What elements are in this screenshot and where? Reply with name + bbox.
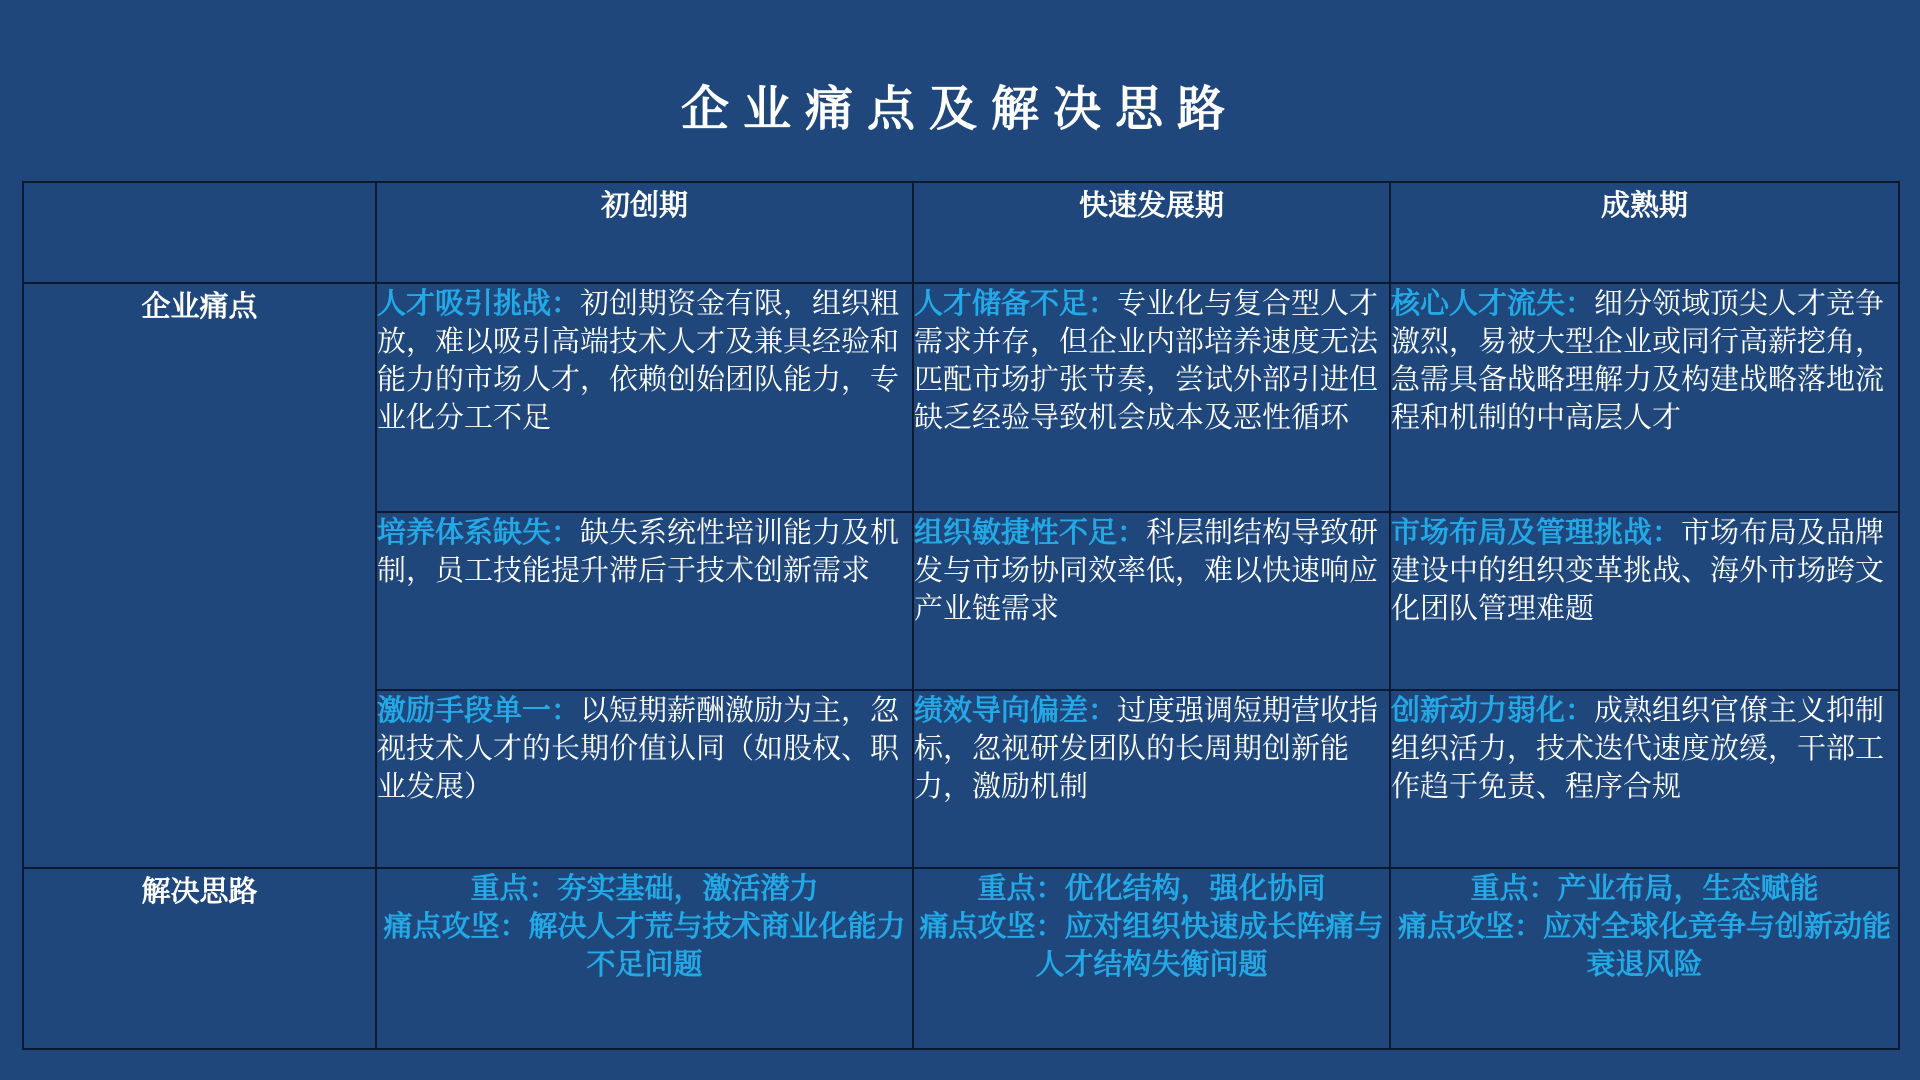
pain-cell-startup-talent [376,283,913,512]
pain-cell-mature-organization [1390,512,1899,690]
pain-cell-text: 过度强调短期营收指标，忽视研发团队的长周期创新能力，激励机制 [914,693,1379,803]
row-label-pain-points: 企业痛点 [23,283,376,868]
solution-attack: 痛点攻坚：解决人才荒与技术商业化能力不足问题 [383,909,906,981]
solution-focus: 重点：优化结构，强化协同 [977,871,1326,905]
pain-row-talent [23,283,1899,512]
pain-cell-heading: 市场布局及管理挑战： [1391,515,1682,549]
stage-header-startup: 初创期 [376,182,913,283]
stage-header-row [23,182,1899,283]
solution-cell-startup [376,868,913,1049]
solution-cell-growth [913,868,1390,1049]
pain-cell-heading: 绩效导向偏差： [914,693,1118,727]
pain-cell-text: 缺失系统性培训能力及机制，员工技能提升滞后于技术创新需求 [377,515,900,587]
pain-cell-text: 专业化与复合型人才需求并存，但企业内部培养速度无法匹配市场扩张节奏，尝试外部引进但缺乏经验导致机会成本及恶性循环 [914,286,1379,434]
pain-cell-text: 细分领域顶尖人才竞争激烈，易被大型企业或同行高薪挖角，急需具备战略理解力及构建战略落地流程和机制的中高层人才 [1391,286,1885,434]
solution-row [23,868,1899,1049]
stage-header-mature: 成熟期 [1390,182,1899,283]
solution-attack: 痛点攻坚：应对组织快速成长阵痛与人才结构失衡问题 [919,909,1384,981]
pain-cell-growth-talent [913,283,1390,512]
solution-cell-mature [1390,868,1899,1049]
pain-cell-mature-talent [1390,283,1899,512]
pain-solution-table [22,181,1900,1050]
pain-cell-heading: 人才储备不足： [914,286,1118,320]
pain-cell-text: 成熟组织官僚主义抑制组织活力，技术迭代速度放缓，干部工作趋于免责、程序合规 [1391,693,1885,803]
pain-cell-heading: 培养体系缺失： [377,515,581,549]
pain-cell-heading: 核心人才流失： [1391,286,1595,320]
pain-cell-text: 以短期薪酬激励为主，忽视技术人才的长期价值认同（如股权、职业发展） [377,693,900,803]
solution-attack: 痛点攻坚：应对全球化竞争与创新动能衰退风险 [1397,909,1891,981]
pain-cell-heading: 激励手段单一： [377,693,581,727]
pain-cell-heading: 创新动力弱化： [1391,693,1595,727]
pain-cell-startup-organization [376,512,913,690]
page-title: 企业痛点及解决思路 [680,81,1239,137]
pain-cell-startup-incentive [376,690,913,868]
pain-cell-growth-incentive [913,690,1390,868]
stage-header-growth: 快速发展期 [913,182,1390,283]
pain-cell-heading: 组织敏捷性不足： [914,515,1147,549]
pain-cell-text: 科层制结构导致研发与市场协同效率低，难以快速响应产业链需求 [914,515,1379,625]
pain-cell-text: 初创期资金有限，组织粗放，难以吸引高端技术人才及兼具经验和能力的市场人才，依赖创始团队能力，专业化分工不足 [377,286,900,434]
table-corner-cell [23,182,376,283]
pain-cell-mature-incentive [1390,690,1899,868]
pain-cell-growth-organization [913,512,1390,690]
pain-cell-heading: 人才吸引挑战： [377,286,581,320]
pain-cell-text: 市场布局及品牌建设中的组织变革挑战、海外市场跨文化团队管理难题 [1391,515,1885,625]
solution-focus: 重点：产业布局，生态赋能 [1470,871,1819,905]
row-label-solutions: 解决思路 [23,868,376,1049]
solution-focus: 重点：夯实基础，激活潜力 [470,871,819,905]
